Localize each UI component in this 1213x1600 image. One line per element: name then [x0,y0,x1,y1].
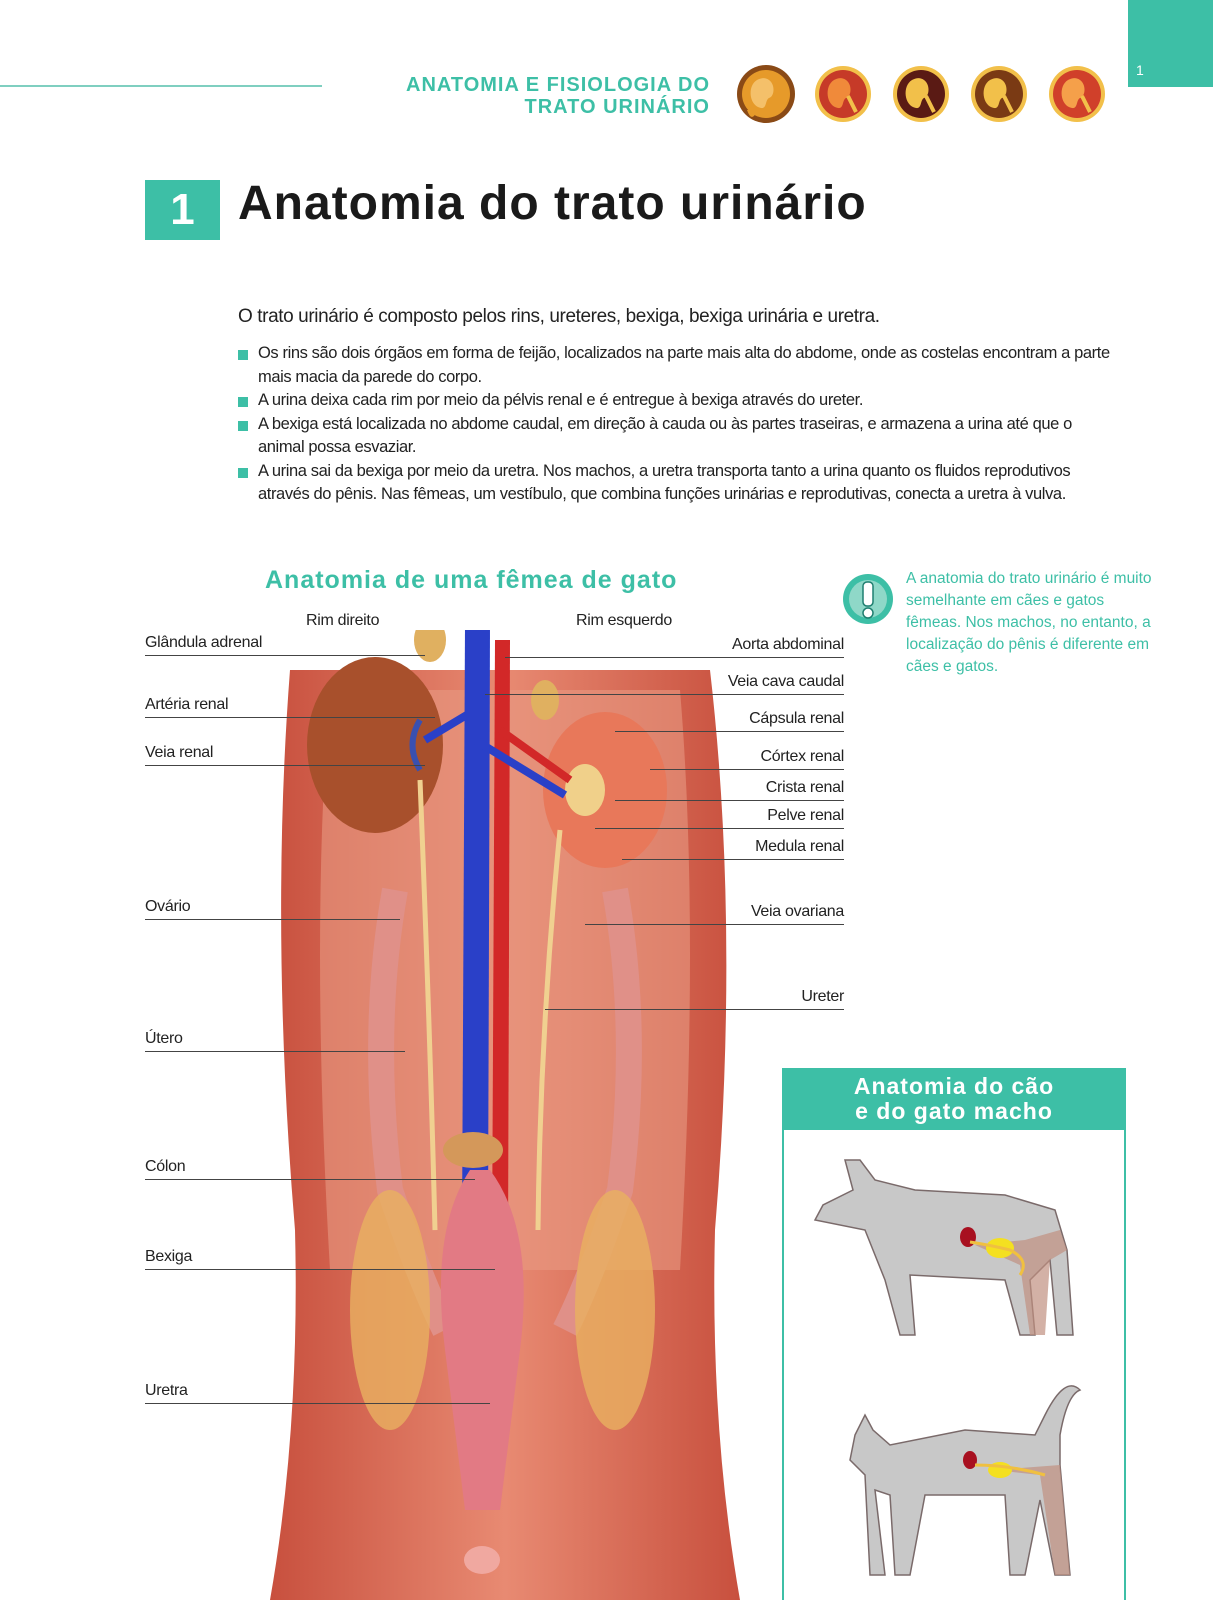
intro-text: O trato urinário é composto pelos rins, ureteres, bexiga, bexiga urinária e uretra. [238,306,880,327]
label-ureter: Ureter [801,988,844,1005]
leader-line [145,1179,475,1180]
section-title [290,74,710,118]
leader-line [145,1051,405,1052]
kidney-icon-brown [968,62,1030,126]
exclamation-icon [842,573,894,625]
label-veia-cava-caudal: Veia cava caudal [727,673,844,690]
section-title-line1: ANATOMIA E FISIOLOGIA DO [406,74,710,96]
female-cat-anatomy-illustration [270,630,740,1600]
label-crista-renal: Crista renal [765,779,844,796]
leader-line [650,769,844,770]
bullet-list [238,342,1118,507]
label-capsula-renal: Cápsula renal [749,710,844,727]
bullet-item: A urina deixa cada rim por meio da pélvis renal e é entregue à bexiga através do ureter. [238,389,1118,413]
kidney-icon-dark [890,62,952,126]
leader-line [145,919,400,920]
label-aorta-abdominal: Aorta abdominal [731,636,844,653]
label-glandula-adrenal: Glândula adrenal [145,634,263,651]
male-box-title-line2: e do gato macho [855,1098,1053,1124]
page-number: 1 [1136,62,1144,78]
note-text: A anatomia do trato urinário é muito semelhante em cães e gatos fêmeas. Nos machos, no entanto, a localização do pênis é diferente em cães e gatos. [906,570,1152,675]
leader-line [615,800,844,801]
label-cortex-renal: Córtex renal [760,748,844,765]
leader-line [585,924,844,925]
male-box-title-line1: Anatomia do cão [853,1073,1055,1099]
label-rim-direito: Rim direito [306,612,380,629]
label-rim-esquerdo: Rim esquerdo [576,612,673,629]
kidney-icon-orange [1046,62,1108,126]
dog-silhouette-illustration [805,1150,1095,1350]
kidney-icon-red [812,62,874,126]
leader-line [485,694,844,695]
label-ovario: Ovário [145,898,191,915]
male-box-title [782,1068,1126,1130]
leader-line [145,655,425,656]
leader-line [145,1403,490,1404]
label-pelve-renal: Pelve renal [767,807,844,824]
chapter-number: 1 [145,180,220,240]
figure-title: Anatomia de uma fêmea de gato [265,566,678,594]
leader-line [545,1009,844,1010]
label-uretra: Uretra [145,1382,188,1399]
leader-line [615,731,844,732]
header-rule [0,85,322,87]
leader-line [505,657,844,658]
label-medula-renal: Medula renal [755,838,844,855]
bullet-item: A urina sai da bexiga por meio da uretra. Nos machos, a uretra transporta tanto a urina quanto os fluidos reprodutivos através do pênis. Nas fêmeas, um vestíbulo, que combina funções urinárias e reprodutivas, conecta a uretra à vulva. [238,460,1118,507]
label-colon: Cólon [145,1158,186,1175]
label-arteria-renal: Artéria renal [145,696,229,713]
cat-silhouette-illustration [845,1385,1105,1590]
leader-line [145,765,425,766]
label-veia-ovariana: Veia ovariana [750,903,844,920]
leader-line [145,717,435,718]
leader-line [145,1269,495,1270]
section-title-line2: TRATO URINÁRIO [524,96,710,118]
kidney-drop-icon [735,62,797,126]
leader-line [595,828,844,829]
leader-line [622,859,844,860]
label-veia-renal: Veia renal [145,744,214,761]
bullet-item: A bexiga está localizada no abdome caudal, em direção à cauda ou às partes traseiras, e armazena a urina até que o animal possa esvaziar. [238,413,1118,460]
chapter-title: Anatomia do trato urinário [238,177,867,230]
label-utero: Útero [145,1030,183,1047]
label-bexiga: Bexiga [145,1248,193,1265]
bullet-item: Os rins são dois órgãos em forma de feijão, localizados na parte mais alta do abdome, onde as costelas encontram a parte mais macia da parede do corpo. [238,342,1118,389]
